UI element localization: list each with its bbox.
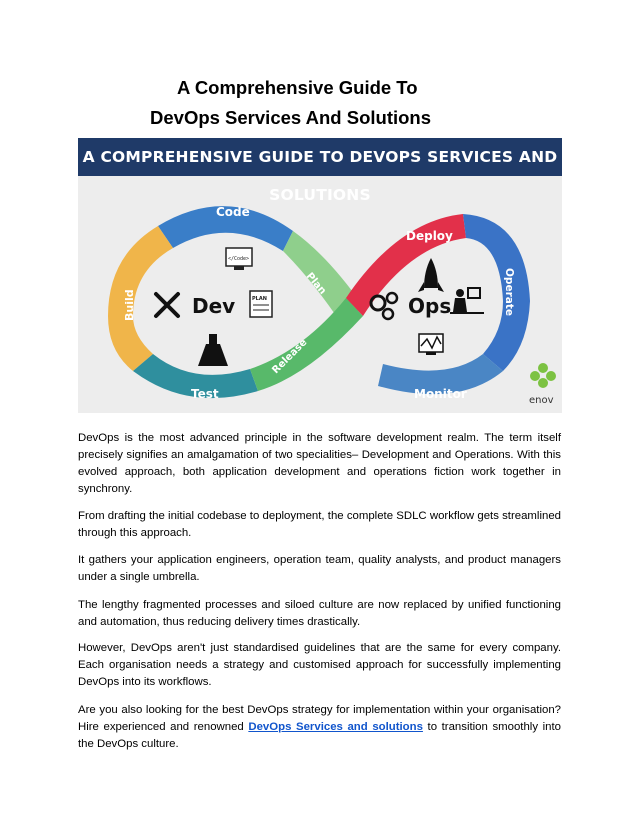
devops-infographic xyxy=(78,138,562,413)
page-title-line-1: A Comprehensive Guide To xyxy=(177,77,418,98)
paragraph-cta xyxy=(78,702,561,753)
logo-text: enov xyxy=(529,395,554,406)
paragraph-strategy: However, DevOps aren't just standardised guidelines that are the same for every company. Each organisation needs a strategy and customised approach for successfully implementing DevOps into its workflows. xyxy=(78,642,561,688)
ops-label: Ops xyxy=(408,294,452,318)
cta-text-before: Are you also looking for the best DevOps strategy for implementation within your organisation? Hire experienced and renowned xyxy=(78,704,561,733)
label-code: Code xyxy=(216,205,250,219)
label-monitor: Monitor xyxy=(414,387,467,401)
rocket-icon xyxy=(418,258,444,292)
paragraph-teams: It gathers your application engineers, operation team, quality analysts, and product managers under a single umbrella. xyxy=(78,554,561,583)
paragraph-culture: The lengthy fragmented processes and siloed culture are now replaced by unified functioning and automation, thus reducing delivery times drastically. xyxy=(78,599,561,628)
monitor-chart-icon xyxy=(419,334,443,355)
label-test: Test xyxy=(191,387,219,401)
plan-board-icon xyxy=(250,291,272,317)
banner-title: A COMPREHENSIVE GUIDE TO DEVOPS SERVICES AND SOLUTIONS xyxy=(82,148,558,204)
paragraph-workflow: From drafting the initial codebase to deployment, the complete SDLC workflow gets streamlined through this approach. xyxy=(78,510,561,539)
label-plan: Plan xyxy=(303,270,328,297)
cta-text-after: to transition smoothly into the DevOps culture. xyxy=(78,721,561,750)
label-operate: Operate xyxy=(503,268,515,316)
flask-icon xyxy=(198,334,228,366)
label-build: Build xyxy=(123,289,136,321)
code-icon-text: </Code> xyxy=(228,256,250,262)
label-deploy: Deploy xyxy=(406,229,453,243)
operator-desk-icon xyxy=(450,288,484,313)
gears-icon xyxy=(371,293,397,319)
enov-logo xyxy=(529,363,556,406)
page-title-line-2: DevOps Services And Solutions xyxy=(150,107,432,128)
code-icon xyxy=(226,248,252,270)
label-release: Release xyxy=(270,337,310,377)
devops-services-link[interactable]: DevOps Services and solutions xyxy=(248,721,423,733)
wrench-icon xyxy=(156,294,178,316)
infinity-diagram xyxy=(78,176,562,413)
plan-icon-text: PLAN xyxy=(252,296,267,302)
paragraph-intro: DevOps is the most advanced principle in the software development realm. The term itself precisely signifies an amalgamation of two specialities– Development and Operations. With this evolved approach, both application development and operations fiction work together in synchrony. xyxy=(78,432,561,495)
dev-label: Dev xyxy=(192,294,236,318)
segment-operate xyxy=(463,214,530,371)
